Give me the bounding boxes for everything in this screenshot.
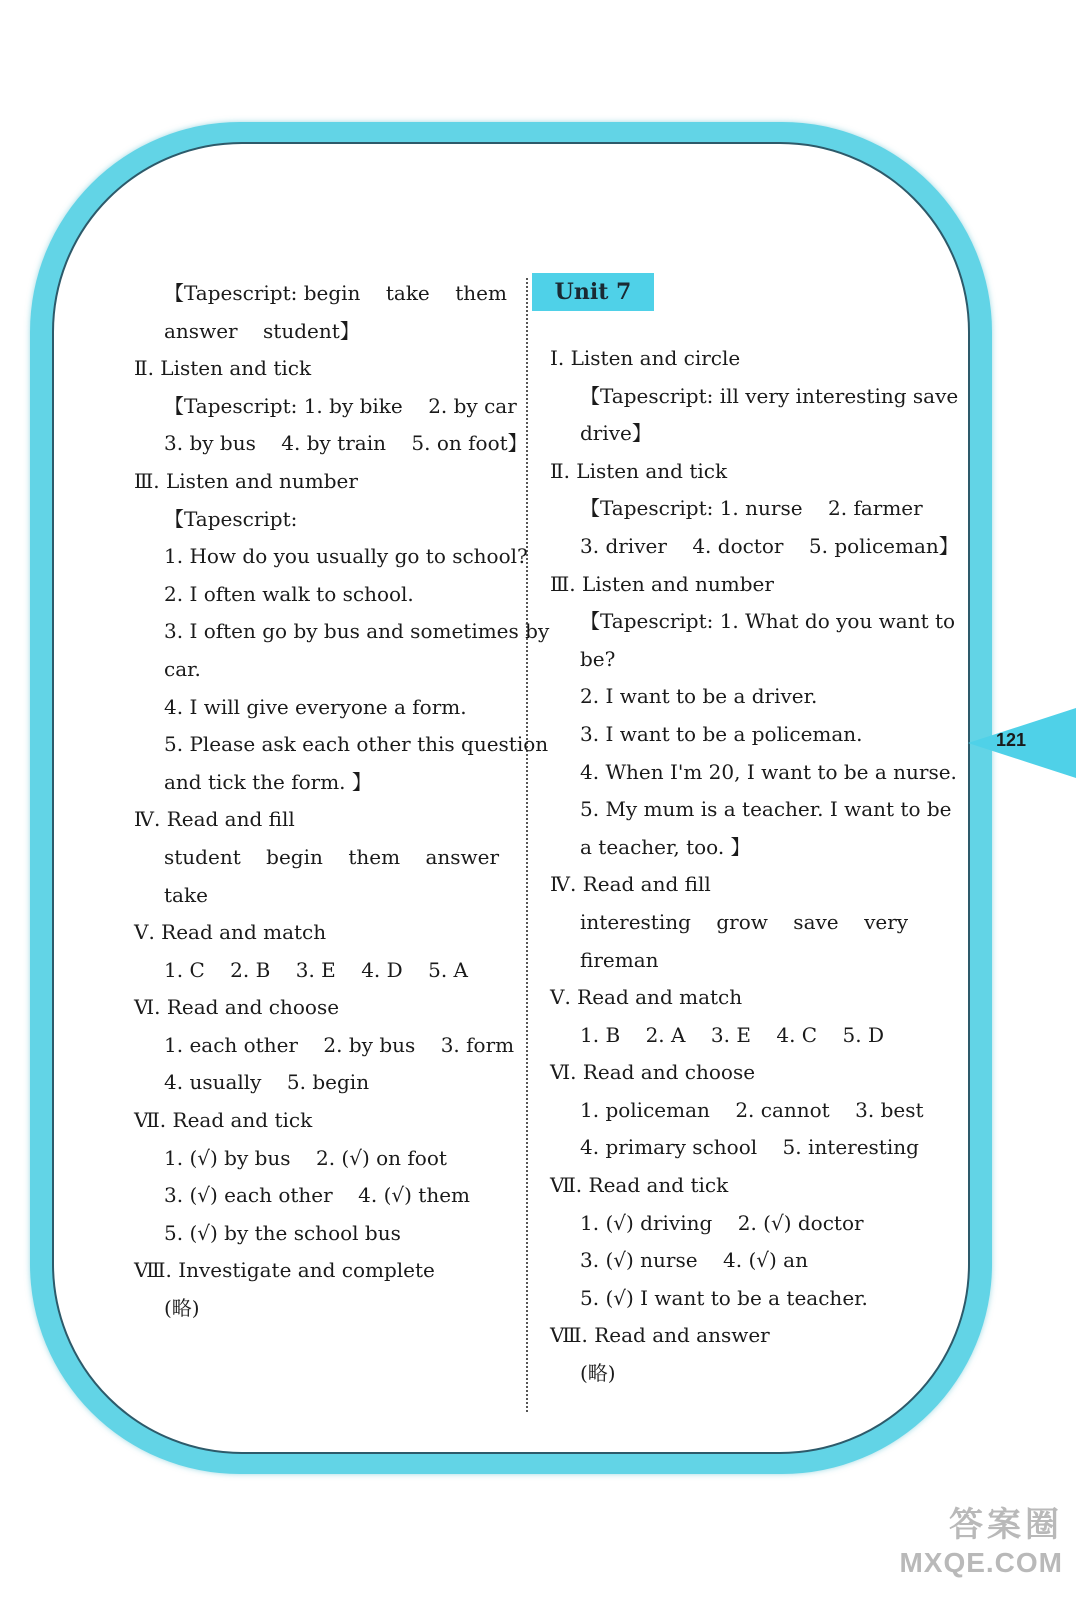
answer-line: car. [164, 656, 201, 681]
section-heading: Ⅷ. Read and answer [550, 1323, 770, 1348]
section-heading: Ⅴ. Read and match [550, 985, 743, 1010]
answer-line: 【Tapescript: 1. by bike 2. by car [164, 393, 517, 418]
answer-line: 【Tapescript: 1. What do you want to [580, 609, 956, 634]
answer-line: 【Tapescript: begin take them [164, 281, 507, 305]
section-heading: Ⅵ. Read and choose [134, 995, 340, 1020]
answer-line: a teacher, too. 】 [580, 834, 751, 859]
section-heading: Ⅳ. Read and fill [550, 872, 711, 897]
answer-line: 3. driver 4. doctor 5. policeman】 [580, 533, 959, 558]
answer-line: fireman [580, 947, 659, 972]
answer-line: 5. (√) I want to be a teacher. [580, 1285, 868, 1310]
answer-line: 1. B 2. A 3. E 4. C 5. D [580, 1022, 884, 1047]
answer-line: 【Tapescript: 1. nurse 2. farmer [580, 496, 923, 521]
section-heading: Ⅲ. Listen and number [550, 571, 774, 596]
answer-line: 1. How do you usually go to school? [164, 544, 528, 569]
unit-badge: Unit 7 [532, 273, 654, 311]
section-heading: Ⅱ. Listen and tick [550, 458, 728, 483]
answer-line: student begin them answer [164, 844, 500, 869]
watermark-bottom: MXQE.COM [899, 1547, 1063, 1578]
answer-line: 5. (√) by the school bus [164, 1220, 401, 1245]
section-heading: Ⅰ. Listen and circle [550, 346, 741, 370]
answer-line: 5. Please ask each other this question [164, 732, 549, 757]
answer-line: 3. by bus 4. by train 5. on foot】 [164, 431, 528, 456]
section-heading: Ⅲ. Listen and number [134, 468, 358, 493]
answer-line: take [164, 882, 208, 907]
answer-line: 1. (√) by bus 2. (√) on foot [164, 1145, 447, 1170]
answer-line: 3. (√) each other 4. (√) them [164, 1183, 470, 1208]
answer-line: 3. (√) nurse 4. (√) an [580, 1248, 808, 1273]
answer-line: 4. primary school 5. interesting [580, 1135, 919, 1160]
right-answer-column [550, 340, 959, 1393]
answer-line: 4. usually 5. begin [164, 1070, 370, 1095]
section-heading: Ⅵ. Read and choose [550, 1060, 756, 1085]
answer-line: 5. My mum is a teacher. I want to be [580, 797, 952, 822]
answer-line: and tick the form. 】 [164, 769, 372, 794]
answer-line: 【Tapescript: [164, 506, 298, 531]
answer-line: 1. C 2. B 3. E 4. D 5. A [164, 957, 468, 982]
section-heading: Ⅶ. Read and tick [550, 1173, 729, 1198]
answer-line: interesting grow save very [580, 909, 909, 934]
answer-line: 4. When I'm 20, I want to be a nurse. [580, 759, 957, 784]
section-heading: Ⅳ. Read and fill [134, 807, 295, 832]
answer-line: 【Tapescript: ill very interesting save [580, 383, 959, 408]
section-heading: Ⅶ. Read and tick [134, 1108, 313, 1133]
answer-line: 2. I often walk to school. [164, 581, 414, 606]
page-number: 121 [996, 730, 1027, 750]
left-answer-column [134, 275, 550, 1328]
answer-line: (略) [164, 1296, 200, 1321]
section-heading: Ⅱ. Listen and tick [134, 356, 312, 381]
watermark-top: 答案圈 [949, 1506, 1063, 1544]
answer-line: 3. I want to be a policeman. [580, 721, 863, 746]
answer-line: 1. (√) driving 2. (√) doctor [580, 1210, 864, 1235]
answer-line: drive】 [580, 421, 652, 446]
answer-line: 1. each other 2. by bus 3. form [164, 1032, 515, 1057]
answer-line: 2. I want to be a driver. [580, 684, 818, 709]
answer-line: 3. I often go by bus and sometimes by [164, 619, 550, 644]
section-heading: Ⅴ. Read and match [134, 920, 327, 945]
section-heading: Ⅷ. Investigate and complete [134, 1258, 435, 1283]
answer-line: 4. I will give everyone a form. [164, 694, 467, 719]
answer-line: answer student】 [164, 318, 360, 343]
watermark-logo [863, 1504, 1063, 1590]
answer-line: (略) [580, 1361, 616, 1386]
answer-line: be? [580, 646, 616, 671]
answer-line: 1. policeman 2. cannot 3. best [580, 1097, 924, 1122]
